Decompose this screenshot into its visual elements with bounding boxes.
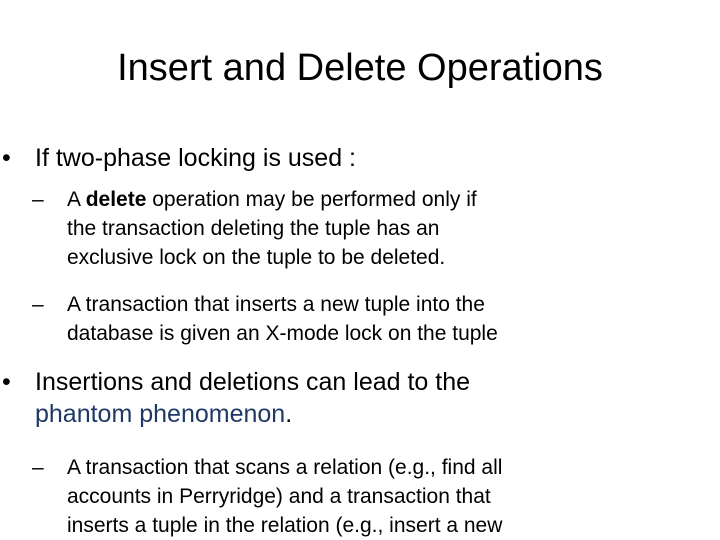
- sub-bullet-marker: –: [32, 293, 44, 316]
- sub-bullet-phantom-example: [32, 453, 503, 540]
- sub-bullet-line: [67, 185, 477, 214]
- bullet-tail: .: [285, 400, 293, 428]
- sub-bullet-delete-operation: [32, 185, 477, 272]
- sub-bullet-text: A transaction that inserts a new tuple into the: [67, 293, 485, 316]
- sub-bullet-text: operation may be performed only if: [146, 188, 477, 211]
- sub-bullet-lead: A: [67, 188, 86, 211]
- bullet-marker: •: [2, 368, 11, 396]
- sub-bullet-text: accounts in Perryridge) and a transaction that: [67, 485, 491, 508]
- bullet-text: If two-phase locking is used :: [35, 144, 356, 172]
- sub-bullet-text: the transaction deleting the tuple has an: [67, 217, 440, 240]
- sub-bullet-text: exclusive lock on the tuple to be deleted.: [67, 246, 446, 269]
- bullet-phantom-phenomenon: [2, 366, 471, 430]
- slide-title: Insert and Delete Operations: [117, 47, 603, 89]
- sub-bullet-text: database is given an X-mode lock on the tuple: [67, 322, 498, 345]
- highlight-phantom-phenomenon: phantom phenomenon: [35, 400, 286, 428]
- bullet-marker: •: [2, 144, 11, 172]
- sub-bullet-marker: –: [32, 456, 44, 479]
- bold-term-delete: delete: [85, 188, 147, 211]
- bullet-line-2: [35, 398, 470, 430]
- bullet-text: Insertions and deletions can lead to the: [35, 368, 471, 396]
- bullet-two-phase-locking: [2, 142, 356, 174]
- sub-bullet-text: inserts a tuple in the relation (e.g., insert a new: [67, 514, 503, 537]
- sub-bullet-insert-operation: [32, 290, 498, 348]
- sub-bullet-text: A transaction that scans a relation (e.g., find all: [67, 456, 503, 479]
- sub-bullet-marker: –: [32, 188, 44, 211]
